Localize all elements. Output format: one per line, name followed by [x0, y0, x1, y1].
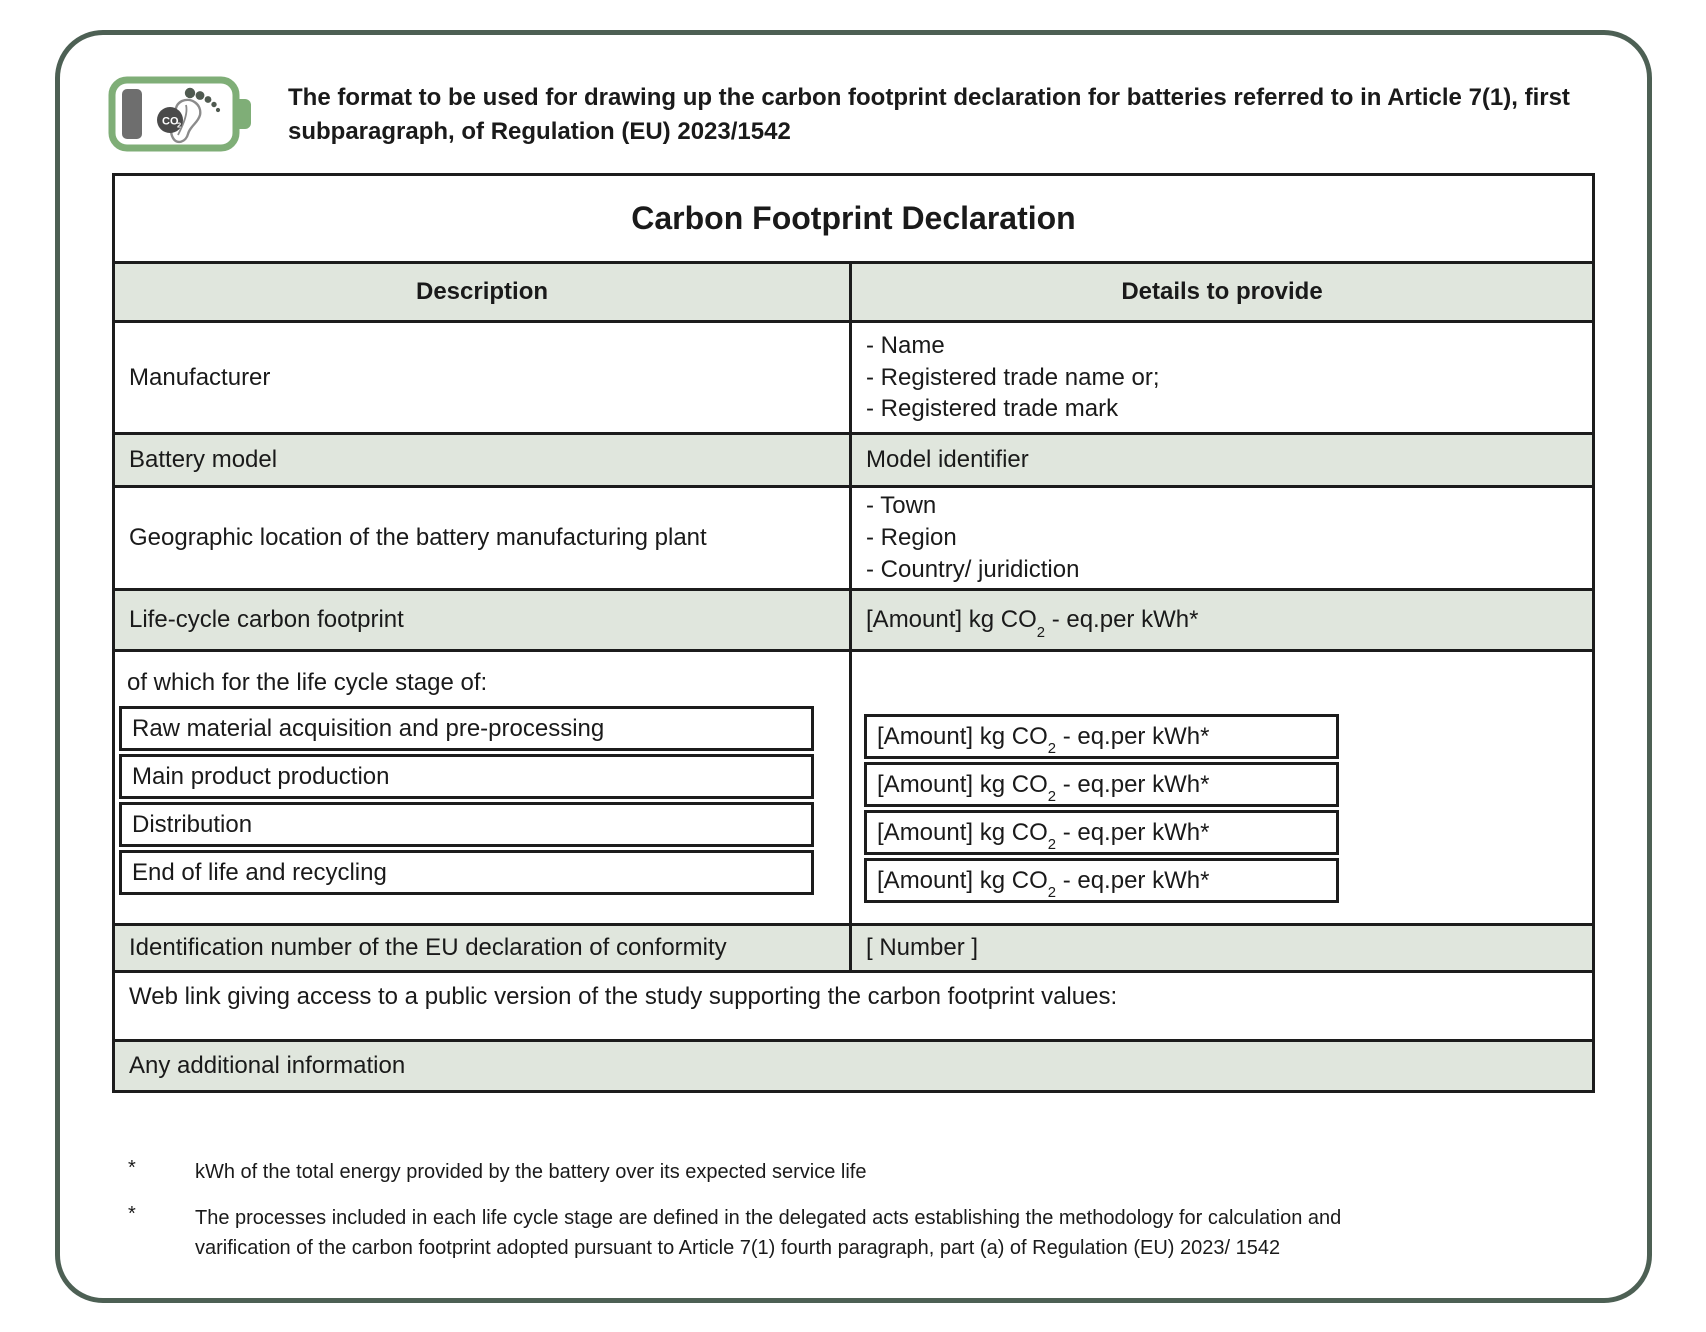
- footnote-text: kWh of the total energy provided by the battery over its expected service life: [195, 1161, 867, 1183]
- geographic-label: Geographic location of the battery manufacturing plant: [115, 488, 852, 588]
- list-item: - Registered trade name or;: [866, 363, 1160, 391]
- declaration-table: [112, 173, 1595, 1093]
- footnote-processes: [118, 1203, 1370, 1263]
- stage-amount-box: [Amount] kg $CO_2 - eq.per$ kWh*: [864, 714, 1339, 759]
- footnotes: [118, 1157, 1370, 1279]
- column-header-row: [115, 261, 1592, 320]
- column-header-details: Details to provide: [1121, 278, 1323, 305]
- stage-amount-box: [Amount] kg $CO_2 - eq.per$ kWh*: [864, 810, 1339, 855]
- conformity-label: Identification number of the EU declaration of conformity: [115, 926, 852, 970]
- weblink-label: Web link giving access to a public version of the study supporting the carbon footprint values:: [129, 983, 1118, 1010]
- manufacturer-details: [866, 330, 1159, 425]
- column-header-description: Description: [115, 264, 852, 320]
- brand-header: [108, 73, 1570, 155]
- row-lifecycle-stages: [115, 649, 1592, 923]
- co2-label: CO: [162, 115, 179, 128]
- battery-level-bar: [122, 89, 142, 139]
- lifecycle-stage-list: [119, 706, 814, 895]
- stage-box: Raw material acquisition and pre-processing: [119, 706, 814, 751]
- row-conformity-number: [115, 923, 1592, 970]
- table-title-row: [115, 176, 1592, 261]
- stage-amount-box: [Amount] kg $CO_2 - eq.per$ kWh*: [864, 858, 1339, 903]
- stage-box: End of life and recycling: [119, 850, 814, 895]
- lifecycle-stage-amounts: [864, 714, 1339, 903]
- battery-model-details: Model identifier: [866, 446, 1029, 473]
- row-geographic-location: [115, 485, 1592, 588]
- footnote-marker: *: [128, 1203, 136, 1225]
- battery-co2-footprint-icon: [108, 73, 260, 155]
- list-item: - Registered trade mark: [866, 395, 1119, 423]
- row-lifecycle-footprint: [115, 588, 1592, 649]
- stage-amount-box: [Amount] kg $CO_2 - eq.per$ kWh*: [864, 762, 1339, 807]
- lifecycle-stages-label: of which for the life cycle stage of:: [127, 669, 488, 696]
- additional-info-label: Any additional information: [129, 1052, 406, 1079]
- document-heading-line1: The format to be used for drawing up the carbon footprint declaration for batteries referred to in Article 7(1), first: [288, 84, 1570, 111]
- lifecycle-footprint-label: Life-cycle carbon footprint: [115, 591, 852, 649]
- list-item: - Town: [866, 492, 937, 520]
- battery-model-label: Battery model: [115, 435, 852, 485]
- list-item: - Country/ juridiction: [866, 555, 1080, 583]
- row-manufacturer: [115, 320, 1592, 432]
- document-heading-line2: subparagraph, of Regulation (EU) 2023/1542: [288, 118, 791, 146]
- declaration-card: [55, 30, 1652, 1303]
- row-weblink: [115, 970, 1592, 1039]
- stage-box: Distribution: [119, 802, 814, 847]
- manufacturer-label: Manufacturer: [115, 323, 852, 432]
- footnote-marker: *: [128, 1157, 136, 1179]
- footnote-text: The processes included in each life cycle stage are defined in the delegated acts establishing the methodology for calculation and varification of the carbon footprint adopted pursuant to Article 7(1) fourth paragraph, part (a) of Regulation (EU) 2023/ 1542: [195, 1207, 1342, 1259]
- table-title: Carbon Footprint Declaration: [631, 200, 1076, 236]
- geographic-details: [866, 490, 1079, 585]
- stage-box: Main product production: [119, 754, 814, 799]
- footnote-kwh: [118, 1157, 1370, 1187]
- list-item: - Region: [866, 524, 957, 552]
- battery-terminal: [239, 99, 251, 129]
- co2-sub: 2: [177, 120, 182, 130]
- lifecycle-footprint-amount: [Amount] kg $CO_2 - eq.per$ kWh*: [866, 606, 1199, 641]
- document-heading: [288, 81, 1570, 149]
- row-additional-info: [115, 1039, 1592, 1090]
- row-battery-model: [115, 432, 1592, 485]
- list-item: - Name: [866, 331, 945, 359]
- conformity-details: [ Number ]: [866, 934, 979, 961]
